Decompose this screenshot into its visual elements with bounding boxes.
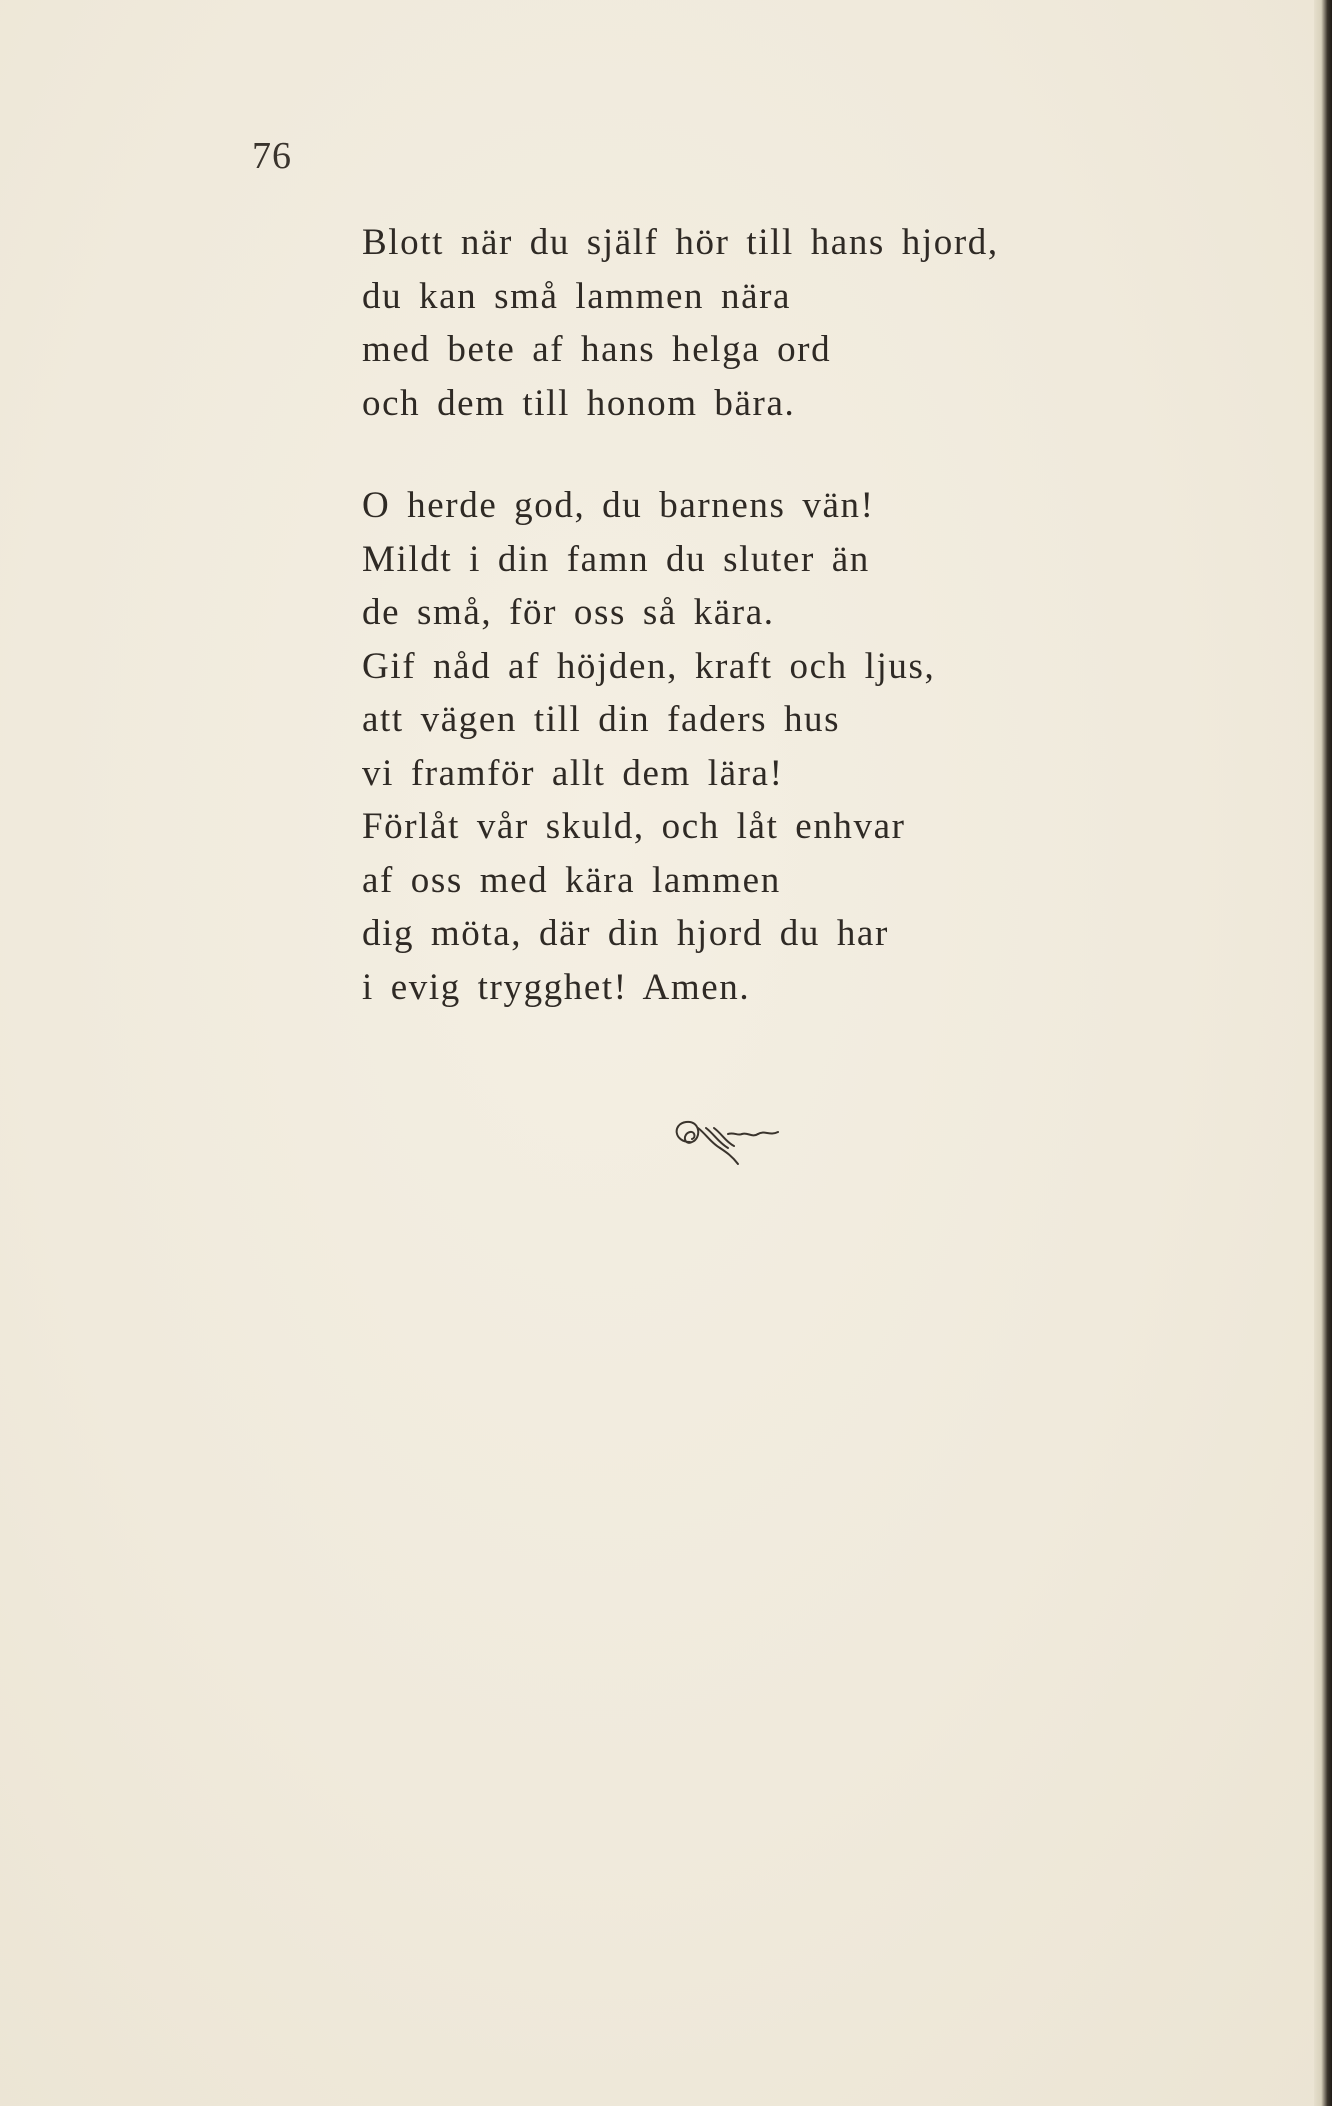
verse-line: O herde god, du barnens vän! — [362, 485, 875, 526]
page-number: 76 — [252, 135, 292, 177]
verse-line: vi framför allt dem lära! — [362, 752, 784, 794]
fleuron-ornament-icon — [662, 1112, 802, 1172]
verse-line: du kan små lammen nära — [362, 275, 792, 317]
verse-line: de små, för oss så kära. — [362, 592, 775, 633]
verse-line: af oss med kära lammen — [362, 859, 781, 901]
verse-line: att vägen till din faders hus — [362, 699, 841, 740]
verse-line: med bete af hans helga ord — [362, 329, 832, 370]
verse-line: och dem till honom bära. — [362, 382, 796, 424]
verse-line: Mildt i din famn du sluter än — [362, 538, 870, 580]
verse-line: i evig trygghet! Amen. — [362, 966, 751, 1008]
stanza-1 — [362, 216, 999, 430]
page-edge — [1314, 0, 1332, 2106]
stanza-2 — [362, 479, 935, 1014]
verse-line: dig möta, där din hjord du har — [362, 913, 889, 954]
verse-line: Förlåt vår skuld, och låt enhvar — [362, 806, 906, 847]
verse-line: Blott när du själf hör till hans hjord, — [362, 222, 999, 263]
verse-line: Gif nåd af höjden, kraft och ljus, — [362, 645, 936, 687]
